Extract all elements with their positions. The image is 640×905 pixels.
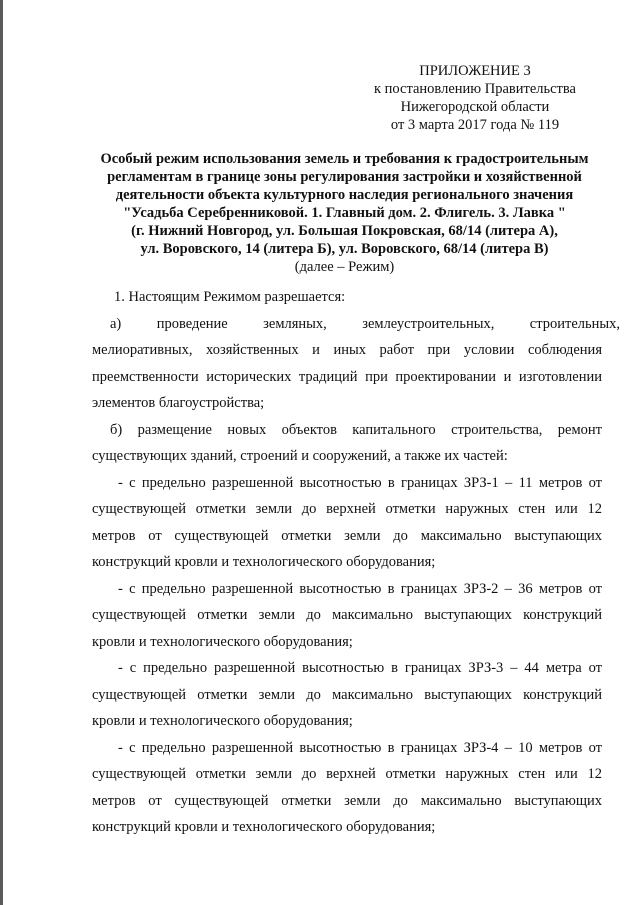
body-line: мелиоративных, хозяйственных и иных работ при условии соблюдения (92, 342, 602, 358)
body-line: конструкций кровли и технологического оборудования; (92, 554, 436, 570)
document-body (92, 284, 620, 841)
body-line: существующей отметки земли до верхней отметки наружных стен или 12 (92, 501, 602, 517)
title-line: (г. Нижний Новгород, ул. Большая Покровская, 68/14 (литера А), (131, 223, 558, 239)
body-line: метров от существующей отметки земли до максимально выступающих (92, 527, 602, 544)
body-line: - с предельно разрешенной высотностью в границах ЗРЗ-4 – 10 метров от (118, 739, 602, 756)
appendix-date: от 3 марта 2017 года № 119 (390, 117, 560, 133)
body-line: б) размещение новых объектов капитального строительства, ремонт (110, 421, 602, 438)
body-line: существующей отметки земли до верхней отметки наружных стен или 12 (92, 766, 602, 782)
body-line: - с предельно разрешенной высотностью в границах ЗРЗ-2 – 36 метров от (118, 580, 602, 597)
body-line: - с предельно разрешенной высотностью в границах ЗРЗ-1 – 11 метров от (118, 474, 602, 491)
body-line: конструкций кровли и технологического оборудования; (92, 819, 436, 835)
title-line: регламентам в границе зоны регулирования застройки и хозяйственной (107, 169, 582, 185)
appendix-number: ПРИЛОЖЕНИЕ 3 (419, 63, 531, 79)
body-line: преемственности исторических традиций при проектировании и изготовлении (92, 368, 602, 385)
appendix-reference: к постановлению Правительства (374, 81, 576, 97)
title-line: ул. Воровского, 14 (литера Б), ул. Воровского, 68/14 (литера В) (140, 241, 549, 257)
title-abbreviation: (далее – Режим) (294, 259, 395, 275)
body-line: кровли и технологического оборудования; (92, 633, 353, 650)
body-line: - с предельно разрешенной высотностью в границах ЗРЗ-3 – 44 метра от (118, 660, 602, 676)
appendix-header (330, 62, 620, 134)
title-line: деятельности объекта культурного наследия регионального значения (115, 187, 574, 203)
appendix-region: Нижегородской области (400, 99, 550, 115)
body-line: элементов благоустройства; (92, 395, 265, 411)
document-title (72, 150, 617, 276)
body-line: метров от существующей отметки земли до максимально выступающих (92, 792, 602, 809)
body-line: существующей отметки земли до максимально выступающих конструкций (92, 686, 602, 703)
body-line: 1. Настоящим Режимом разрешается: (114, 289, 346, 305)
body-line: существующей отметки земли до максимально выступающих конструкций (92, 607, 602, 623)
title-line: "Усадьба Серебренниковой. 1. Главный дом. 2. Флигель. 3. Лавка " (123, 205, 566, 221)
title-line: Особый режим использования земель и требования к градостроительным (100, 151, 589, 167)
body-line: кровли и технологического оборудования; (92, 713, 353, 729)
body-line: а) проведение земляных, землеустроительных, строительных, (110, 315, 620, 332)
body-line: существующих зданий, строений и сооружений, а также их частей: (92, 448, 508, 464)
